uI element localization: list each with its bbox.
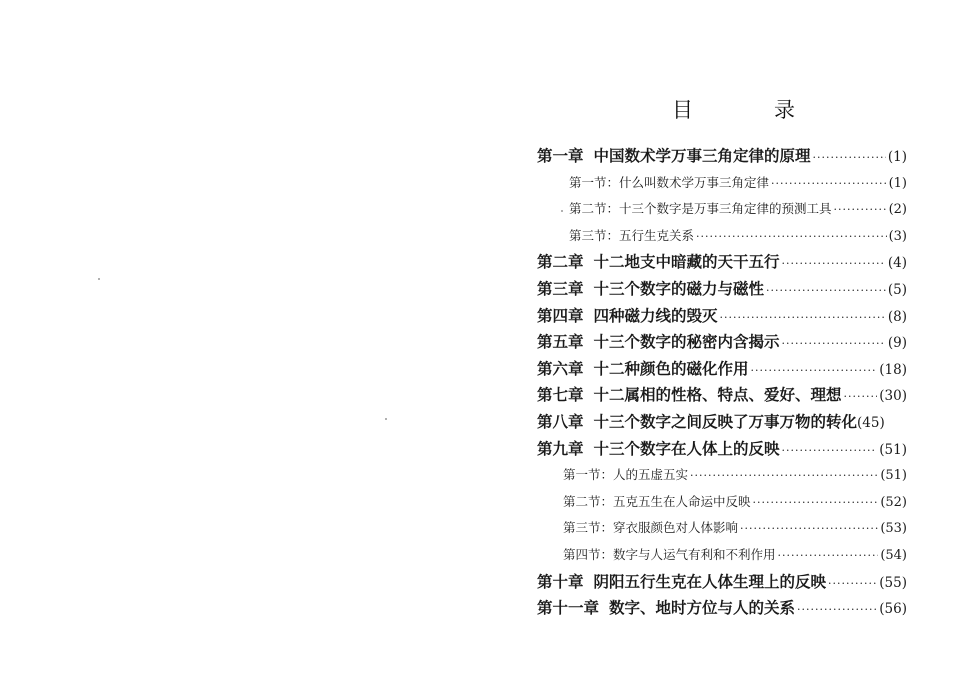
toc-entry-number: 第三章 — [537, 278, 584, 298]
toc-entry-page: (4) — [887, 255, 907, 272]
scan-speck — [98, 278, 100, 280]
toc-entry-number: 第七章 — [537, 385, 584, 405]
toc-entry-number: 第二节： — [569, 201, 620, 217]
toc-entry-section-9-3 — [537, 515, 907, 542]
toc-entry-number: 第三节： — [563, 520, 614, 536]
toc-entry-chapter-3 — [537, 276, 907, 303]
leader-dots — [753, 490, 879, 517]
toc-entry-label: 十二属相的性格、特点、爱好、理想 — [593, 385, 842, 405]
toc-entry-label: 五行生克关系 — [619, 227, 695, 243]
toc-entry-page: (51) — [880, 468, 907, 484]
toc-entry-chapter-10 — [537, 569, 907, 596]
toc-entry-label: 十三个数字之间反映了万事万物的转化 — [593, 411, 858, 431]
leader-dots — [751, 358, 878, 385]
leader-dots — [696, 224, 887, 251]
toc-entry-page: (56) — [879, 601, 907, 618]
leader-dots — [834, 197, 887, 224]
toc-entry-section-9-1 — [537, 462, 907, 489]
scan-speck — [385, 418, 387, 420]
toc-entry-label: 数字与人运气有利和不利作用 — [613, 546, 776, 562]
leader-dots — [797, 597, 877, 624]
toc-entry-page: (3) — [888, 228, 907, 244]
toc-entry-number: 第一章 — [537, 146, 584, 165]
toc-entry-number: 第一节： — [563, 467, 614, 483]
toc-entry-page: (45) — [857, 414, 885, 431]
leader-dots — [771, 171, 887, 198]
toc-entry-number: 第三节： — [569, 227, 620, 243]
toc-entry-label: 什么叫数术学万事三角定律 — [619, 174, 770, 190]
leader-dots — [782, 438, 878, 465]
leader-dots — [766, 278, 886, 305]
toc-entry-page: (51) — [879, 441, 907, 458]
toc-entry-page: (8) — [887, 308, 907, 325]
toc-entry-number: 第一节： — [569, 174, 620, 190]
toc-entry-label: 十二种颜色的磁化作用 — [593, 358, 749, 378]
toc-entry-label: 十三个数字的秘密内含揭示 — [593, 332, 780, 352]
toc-entry-section-9-4 — [537, 542, 907, 569]
toc-entry-chapter-9 — [537, 436, 907, 463]
toc-entry-page: (1) — [888, 175, 907, 191]
toc-entry-label: 四种磁力线的毁灭 — [593, 305, 718, 325]
table-of-contents — [537, 143, 907, 622]
leader-dots — [844, 384, 878, 411]
toc-entry-label: 中国数术学万事三角定律的原理 — [593, 146, 811, 165]
leader-dots — [740, 516, 878, 543]
toc-entry-chapter-8 — [537, 409, 907, 436]
toc-entry-number: 第八章 — [537, 411, 584, 431]
toc-entry-number: 第四章 — [537, 305, 584, 325]
toc-entry-page: (9) — [887, 335, 907, 352]
toc-entry-page: (1) — [887, 149, 907, 165]
toc-entry-section-1-2 — [537, 196, 907, 223]
toc-entry-number: 第十一章 — [537, 598, 600, 618]
toc-entry-number: 第四节： — [563, 546, 614, 562]
toc-entry-chapter-2 — [537, 249, 907, 276]
leader-dots — [782, 251, 886, 278]
toc-entry-section-9-2 — [537, 489, 907, 516]
toc-entry-label: 十二地支中暗藏的天干五行 — [593, 252, 780, 272]
toc-entry-label: 十三个数字的磁力与磁性 — [593, 278, 765, 298]
toc-entry-page: (53) — [880, 521, 907, 537]
toc-entry-label: 穿衣服颜色对人体影响 — [613, 520, 739, 536]
toc-entry-number: 第二节： — [563, 493, 614, 509]
toc-entry-page: (55) — [879, 574, 907, 591]
scan-speck — [561, 210, 563, 212]
toc-entry-chapter-1 — [537, 143, 907, 170]
toc-entry-chapter-7 — [537, 382, 907, 409]
leader-dots — [778, 543, 879, 570]
toc-entry-page: (5) — [887, 281, 907, 298]
toc-entry-chapter-5 — [537, 329, 907, 356]
toc-entry-number: 第二章 — [537, 252, 584, 272]
toc-entry-chapter-11 — [537, 595, 907, 622]
toc-entry-section-1-3 — [537, 223, 907, 250]
leader-dots — [720, 305, 886, 332]
toc-entry-label: 人的五虚五实 — [613, 467, 689, 483]
toc-entry-section-1-1 — [537, 170, 907, 197]
toc-entry-page: (2) — [888, 202, 907, 218]
toc-title: 目 录 — [672, 98, 825, 122]
toc-entry-page: (52) — [880, 494, 907, 510]
toc-entry-label: 十三个数字在人体上的反映 — [593, 438, 780, 458]
toc-entry-page: (30) — [879, 388, 907, 405]
toc-entry-label: 十三个数字是万事三角定律的预测工具 — [619, 201, 832, 217]
leader-dots — [828, 571, 877, 598]
toc-entry-label: 阴阳五行生克在人体生理上的反映 — [593, 571, 827, 591]
leader-dots — [782, 331, 886, 358]
leader-dots — [690, 463, 878, 490]
toc-entry-page: (54) — [880, 547, 907, 563]
toc-entry-page: (18) — [879, 361, 907, 378]
toc-entry-number: 第十章 — [537, 571, 584, 591]
toc-entry-number: 第六章 — [537, 358, 584, 378]
toc-entry-number: 第九章 — [537, 438, 584, 458]
toc-entry-chapter-4 — [537, 303, 907, 330]
toc-entry-number: 第五章 — [537, 332, 584, 352]
toc-entry-label: 五克五生在人命运中反映 — [613, 493, 751, 509]
toc-entry-label: 数字、地时方位与人的关系 — [609, 598, 796, 618]
leader-dots — [813, 145, 886, 172]
toc-entry-chapter-6 — [537, 356, 907, 383]
